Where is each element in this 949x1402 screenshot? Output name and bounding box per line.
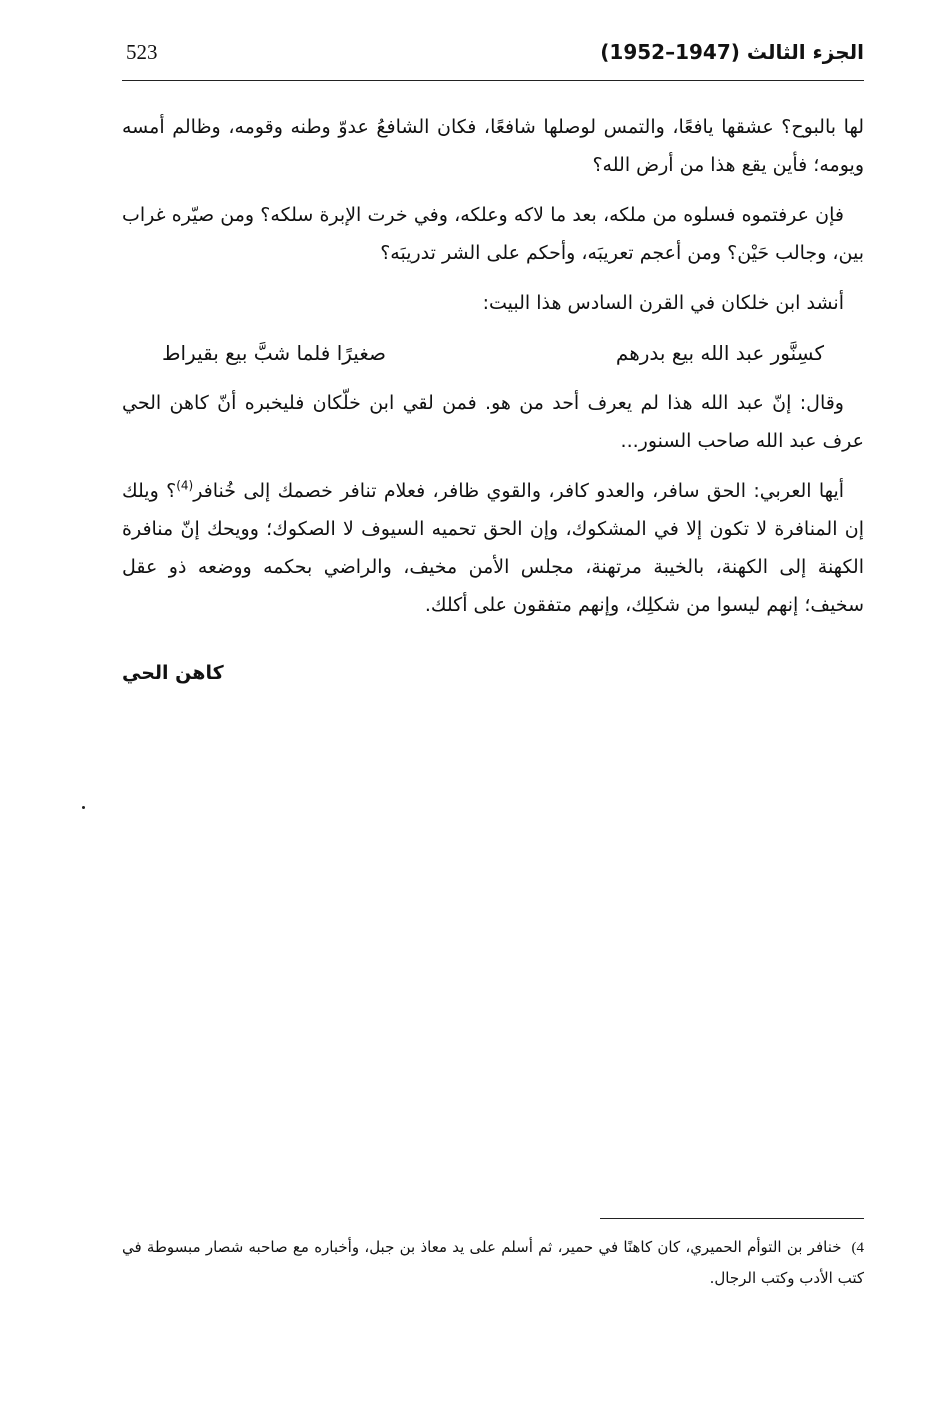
running-title: الجزء الثالث (1947–1952) xyxy=(600,40,864,64)
footnote-reference[interactable]: (4) xyxy=(176,478,194,493)
body-text xyxy=(122,108,864,692)
verse-second-hemistich: صغيرًا فلما شبَّ بيع بقيراط xyxy=(162,341,386,365)
signature xyxy=(122,654,864,692)
footnote-rule xyxy=(600,1218,864,1219)
page-number: 523 xyxy=(126,40,158,64)
signature-text: كاهن الحي xyxy=(122,662,224,684)
paragraph-5-end: ؟ ويلك إن المنافرة لا تكون إلا في المشكوك، وإن الحق تحميه السيوف لا الصكوك؛ وويحك إنّ منافرة الكهنة إلى الكهنة، بالخيبة مرتهنة، مجلس الأمن مخيف، والراضي بحكمه ووضعه ذو عقل سخيف؛ إنهم ليسوا من شكلِك، وإنهم متفقون على أكلك. xyxy=(122,480,864,616)
paragraph-5 xyxy=(122,472,864,624)
footnote-item xyxy=(122,1232,864,1293)
verse-first-hemistich: كسِنَّور عبد الله بيع بدرهم xyxy=(615,341,824,365)
header-rule xyxy=(122,80,864,81)
footnote-text: خنافر بن التوأم الحميري، كان كاهنًا في حمير، ثم أسلم على يد معاذ بن جبل، وأخباره مع صاحبه شصار مبسوطة في كتب الأدب وكتب الرجال. xyxy=(122,1238,864,1287)
paragraph-4: وقال: إنّ عبد الله هذا لم يعرف أحد من هو. فمن لقي ابن خلّكان فليخبره أنّ كاهن الحي عرف عبد الله صاحب السنور... xyxy=(122,392,864,452)
page-header xyxy=(122,38,864,78)
stray-dot xyxy=(82,806,85,809)
footnote-number: 4) xyxy=(851,1240,864,1256)
paragraph-1: لها بالبوح؟ عشقها يافعًا، والتمس لوصلها شافعًا، فكان الشافعُ عدوّ وطنه وقومه، وظالم أمسه ويومه؛ فأين يقع هذا من أرض الله؟ xyxy=(122,116,864,176)
paragraph-2: فإن عرفتموه فسلوه من ملكه، بعد ما لاكه وعلكه، وفي خرت الإبرة سلكه؟ ومن صيّره غراب بين، وجالب حَيْن؟ ومن أعجم تعريبَه، وأحكم على الشر تدريبَه؟ xyxy=(122,204,864,264)
verse xyxy=(122,334,864,372)
paragraph-3: أنشد ابن خلكان في القرن السادس هذا البيت: xyxy=(482,292,844,314)
footnotes xyxy=(122,1232,864,1293)
paragraph-5-start: أيها العربي: الحق سافر، والعدو كافر، والقوي ظافر، فعلام تنافر خصمك إلى خُنافر xyxy=(193,480,845,502)
